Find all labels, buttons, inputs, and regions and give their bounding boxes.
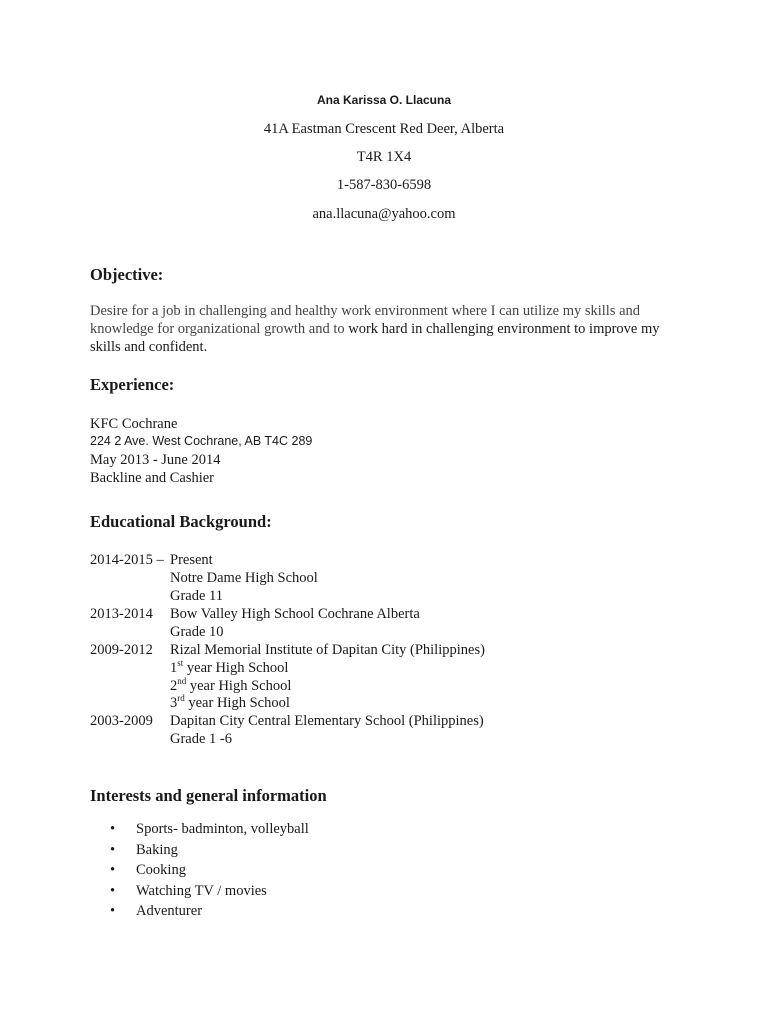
bullet-icon: • [110,882,116,899]
ordinal-suffix: rd [177,693,185,704]
bullet-icon: • [110,841,116,858]
edu-year-level-1 [170,659,288,677]
employer-name: KFC Cochrane [90,416,178,432]
edu-grade-4: Grade 1 -6 [170,731,233,747]
edu-years-4: 2003-2009 [90,713,153,729]
list-item [110,840,309,861]
year-label: year High School [186,678,292,694]
interest-label: Cooking [136,862,186,878]
objective-heading: Objective: [90,265,164,284]
education-heading: Educational Background: [90,512,272,531]
list-item [110,881,309,902]
experience-heading: Experience: [90,375,175,394]
year-label: year High School [183,660,289,676]
ordinal-suffix: nd [177,676,187,687]
year-number: 3 [170,695,178,711]
edu-school-3: Rizal Memorial Institute of Dapitan City (Philippines) [170,642,485,658]
employer-address: 224 2 Ave. West Cochrane, AB T4C 289 [90,434,313,448]
email-address: ana.llacuna@yahoo.com [312,206,456,222]
interests-list [110,819,309,922]
edu-years-1: 2014-2015 – [90,552,164,568]
edu-grade-2: Grade 10 [170,624,224,640]
objective-text-part1: Desire for a job in challenging and healthy work environment where I can utilize my skills and knowledge for organizational growth and to [90,303,641,337]
year-label: year High School [184,695,290,711]
job-role: Backline and Cashier [90,470,215,486]
year-number: 2 [170,678,178,694]
interests-heading: Interests and general information [90,786,327,805]
bullet-icon: • [110,862,116,878]
list-item [110,901,309,922]
edu-year-level-2 [170,677,291,695]
edu-school-1: Notre Dame High School [170,570,318,586]
candidate-name: Ana Karissa O. Llacuna [316,93,452,107]
edu-school-2: Bow Valley High School Cochrane Alberta [170,606,420,622]
bullet-icon: • [110,821,116,837]
year-number: 1 [170,660,178,676]
list-item [110,860,309,881]
edu-school-4: Dapitan City Central Elementary School (Philippines) [170,713,484,729]
edu-status-1: Present [170,552,213,568]
postal-code: T4R 1X4 [356,149,412,165]
list-item [110,819,309,840]
phone-number: 1-587-830-6598 [336,177,432,193]
interest-label: Sports- badminton, volleyball [136,821,309,837]
edu-years-2: 2013-2014 [90,606,153,622]
interest-label: Baking [136,841,178,858]
objective-text [90,302,680,356]
edu-grade-1: Grade 11 [170,588,224,604]
interest-label: Watching TV / movies [136,882,267,899]
employment-dates: May 2013 - June 2014 [90,452,221,468]
objective-text-part2: work hard in challenging environment to improve my skills and confident. [90,321,660,355]
interest-label: Adventurer [136,903,203,919]
address-line: 41A Eastman Crescent Red Deer, Alberta [263,121,505,137]
edu-years-3: 2009-2012 [90,642,153,658]
edu-year-level-3 [170,694,290,712]
bullet-icon: • [110,903,116,919]
ordinal-suffix: st [177,658,184,669]
